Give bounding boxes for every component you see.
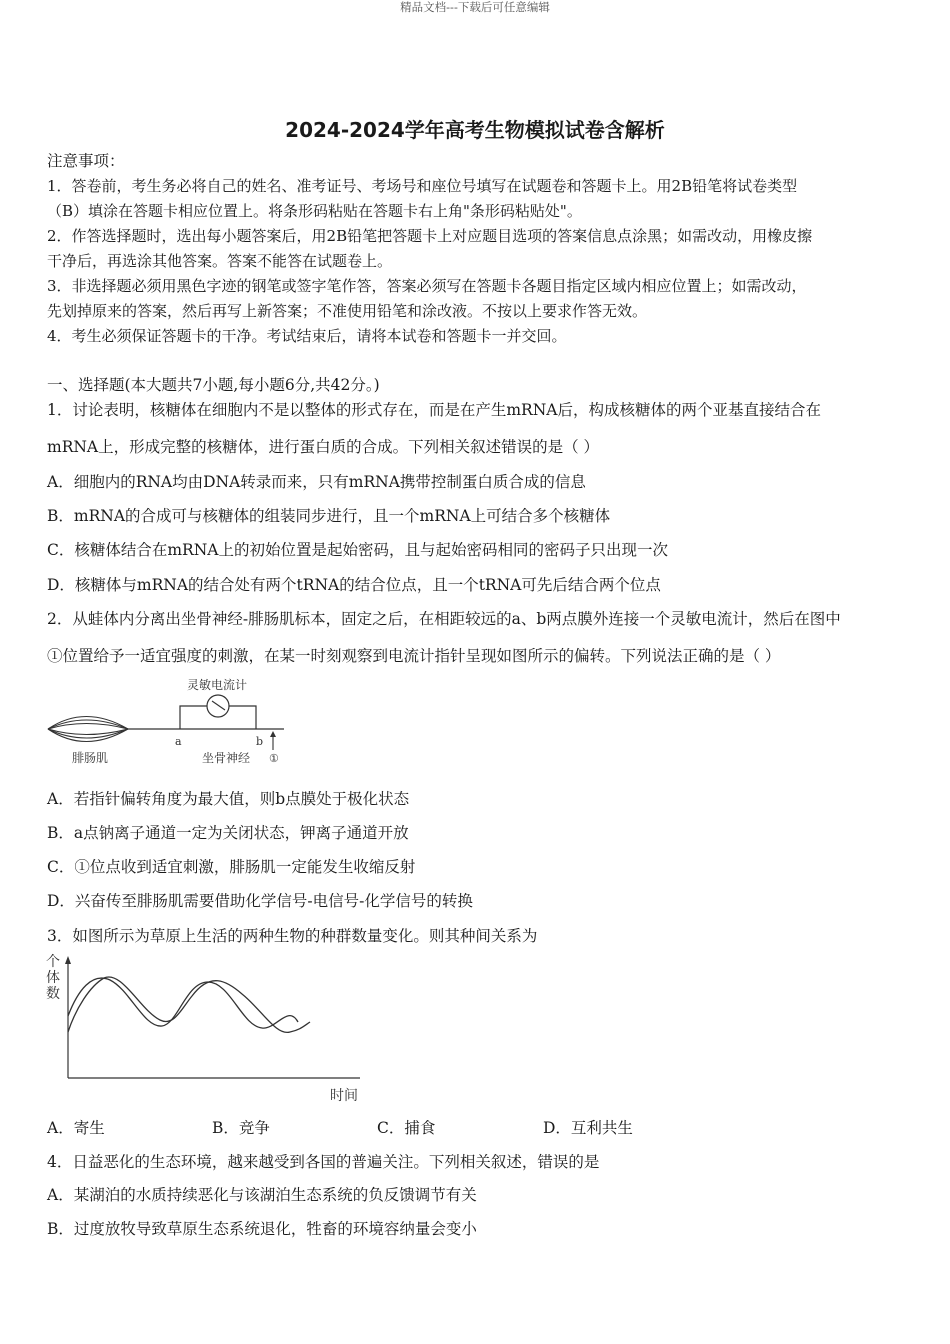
question-1-option-d: D．核糖体与mRNA的结合处有两个tRNA的结合位点，且一个tRNA可先后结合两个位点 <box>47 576 661 594</box>
y-axis-arrow <box>65 956 71 964</box>
question-1-option-b: B．mRNA的合成可与核糖体的组装同步进行，且一个mRNA上可结合多个核糖体 <box>47 507 611 525</box>
question-4-stem: 4．日益恶化的生态环境，越来越受到各国的普遍关注。下列相关叙述，错误的是 <box>47 1153 600 1171</box>
notice-line: 先划掉原来的答案，然后再写上新答案；不准使用铅笔和涂改液。不按以上要求作答无效。 <box>47 302 648 320</box>
point-a-label: a <box>175 735 182 748</box>
question-3-option-b: B．竞争 <box>212 1119 270 1137</box>
notice-line: 4．考生必须保证答题卡的干净。考试结束后，请将本试卷和答题卡一并交回。 <box>47 327 567 345</box>
x-axis-label: 时间 <box>330 1088 358 1104</box>
question-2-option-b: B．a点钠离子通道一定为关闭状态，钾离子通道开放 <box>47 824 409 842</box>
y-axis-label-1: 个 <box>46 954 60 970</box>
point-b-label: b <box>256 735 264 748</box>
question-2-stem-cont: ①位置给予一适宜强度的刺激，在某一时刻观察到电流计指针呈现如图所示的偏转。下列说法正确的是（ ） <box>47 647 781 665</box>
series-line-1 <box>68 978 298 1028</box>
notice-line: 2．作答选择题时，选出每小题答案后，用2B铅笔把答题卡上对应题目选项的答案信息点涂黑；如需改动，用橡皮擦 <box>47 227 813 245</box>
page-title: 2024-2024学年高考生物模拟试卷含解析 <box>285 118 665 142</box>
question-2-option-a: A．若指针偏转角度为最大值，则b点膜处于极化状态 <box>47 790 410 808</box>
question-1-option-c: C．核糖体结合在mRNA上的初始位置是起始密码，且与起始密码相同的密码子只出现一次 <box>47 541 668 559</box>
question-1-stem-cont: mRNA上，形成完整的核糖体，进行蛋白质的合成。下列相关叙述错误的是（ ） <box>47 438 600 456</box>
nerve-label: 坐骨神经 <box>202 751 251 765</box>
stimulus-arrowhead <box>270 731 276 737</box>
galvanometer-label: 灵敏电流计 <box>187 678 248 692</box>
question-1-stem: 1．讨论表明，核糖体在细胞内不是以整体的形式存在，而是在产生mRNA后，构成核糖体的两个亚基直接结合在 <box>47 401 821 419</box>
question-4-option-a: A．某湖泊的水质持续恶化与该湖泊生态系统的负反馈调节有关 <box>47 1186 477 1204</box>
question-3-option-a: A．寄生 <box>47 1119 105 1137</box>
notice-line: 干净后，再选涂其他答案。答案不能答在试题卷上。 <box>47 252 393 270</box>
notice-line: 1．答卷前，考生务必将自己的姓名、准考证号、考场号和座位号填写在试题卷和答题卡上。用2B铅笔将试卷类型 <box>47 177 798 195</box>
population-chart <box>40 952 370 1108</box>
question-3-stem: 3．如图所示为草原上生活的两种生物的种群数量变化。则其种间关系为 <box>47 927 538 945</box>
question-4-option-b: B．过度放牧导致草原生态系统退化，牲畜的环境容纳量会变小 <box>47 1220 477 1238</box>
question-2-option-c: C．①位点收到适宜刺激，腓肠肌一定能发生收缩反射 <box>47 858 416 876</box>
notice-line: （B）填涂在答题卡相应位置上。将条形码粘贴在答题卡右上角"条形码粘贴处"。 <box>47 202 582 220</box>
question-2-stem: 2．从蛙体内分离出坐骨神经-腓肠肌标本，固定之后，在相距较远的a、b两点膜外连接一个灵敏电流计，然后在图中 <box>47 610 841 628</box>
question-2-option-d: D．兴奋传至腓肠肌需要借助化学信号-电信号-化学信号的转换 <box>47 892 473 910</box>
stimulus-label: ① <box>269 752 279 765</box>
muscle-shape <box>48 717 128 742</box>
muscle-label: 腓肠肌 <box>72 751 109 765</box>
section-heading: 一、选择题(本大题共7小题,每小题6分,共42分。) <box>47 376 380 394</box>
question-3-option-c: C．捕食 <box>377 1119 436 1137</box>
notice-heading: 注意事项： <box>47 152 125 170</box>
y-axis-label-3: 数 <box>46 986 60 1002</box>
y-axis-label-2: 体 <box>46 970 60 986</box>
question-3-option-d: D．互利共生 <box>543 1119 633 1137</box>
page-header: 精品文档---下载后可任意编辑 <box>400 0 550 14</box>
notice-line: 3．非选择题必须用黑色字迹的钢笔或签字笔作答，答案必须写在答题卡各题目指定区域内相应位置上；如需改动， <box>47 277 807 295</box>
galvanometer-dial <box>207 695 229 717</box>
question-1-option-a: A．细胞内的RNA均由DNA转录而来，只有mRNA携带控制蛋白质合成的信息 <box>47 473 586 491</box>
nerve-muscle-figure <box>40 674 300 774</box>
